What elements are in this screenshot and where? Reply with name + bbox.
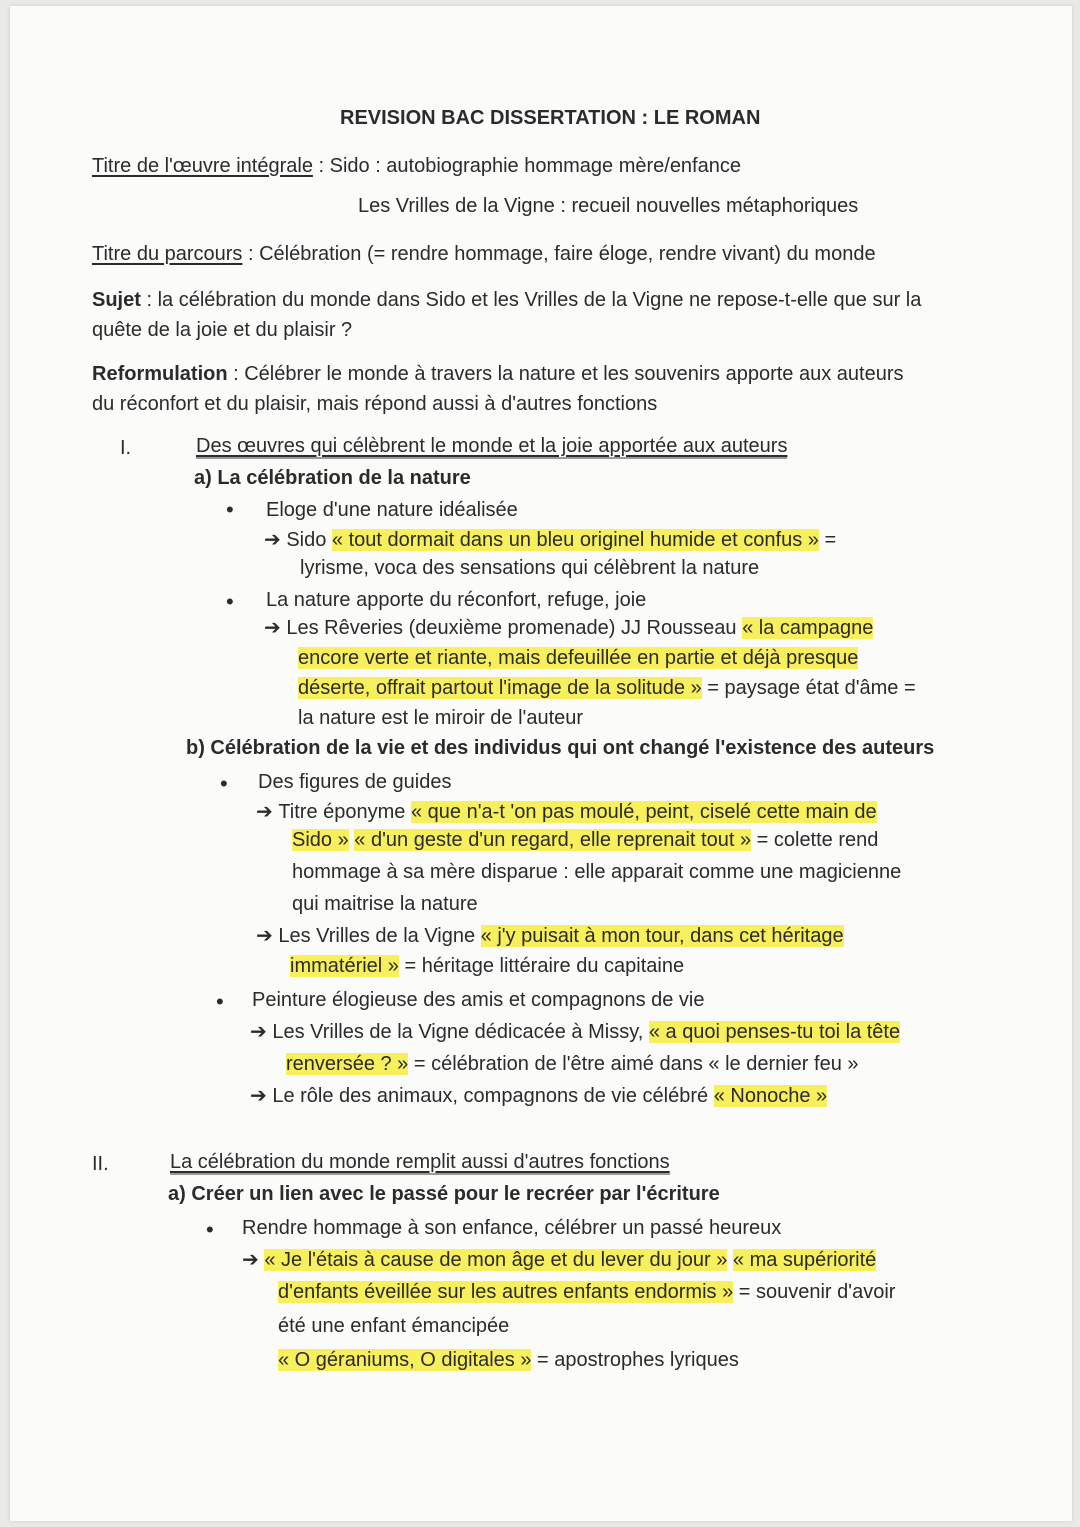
part1-title-text: Des œuvres qui célèbrent le monde et la joie apportée aux auteurs: [196, 435, 788, 457]
arrow-pre: Le rôle des animaux, compagnons de vie célébré: [272, 1085, 714, 1107]
oeuvre-line-2: Les Vrilles de la Vigne : recueil nouvelles métaphoriques: [358, 195, 859, 217]
part2-a-title: a) Créer un lien avec le passé pour le recréer par l'écriture: [168, 1183, 720, 1205]
reformulation-label: Reformulation: [92, 363, 228, 385]
parcours-text: : Célébration (= rendre hommage, faire éloge, rendre vivant) du monde: [242, 243, 876, 265]
parcours-line: [92, 242, 876, 266]
arrow-pre: Les Rêveries (deuxième promenade) JJ Rousseau: [286, 617, 743, 639]
part1-a-title: a) La célébration de la nature: [194, 467, 471, 489]
quote-highlight: « Je l'étais à cause de mon âge et du lever du jour »: [264, 1249, 728, 1271]
parcours-label: Titre du parcours: [92, 243, 243, 265]
part1-b-arrow1-cont2: qui maitrise la nature: [292, 893, 478, 915]
sujet-label: Sujet: [92, 289, 141, 311]
bullet-icon: •: [216, 989, 224, 1014]
page-title: REVISION BAC DISSERTATION : LE ROMAN: [340, 107, 761, 129]
oeuvre-label: Titre de l'œuvre intégrale: [92, 155, 313, 177]
arrow-post: = colette rend: [751, 829, 879, 851]
sujet-line-2: quête de la joie et du plaisir ?: [92, 319, 353, 341]
quote-highlight: Sido »: [292, 829, 349, 851]
part1-b-bullet1: Des figures de guides: [258, 771, 452, 793]
part2-a-arrow1-line2: [278, 1280, 895, 1304]
document-page: [10, 6, 1072, 1521]
part2-a-bullet1: Rendre hommage à son enfance, célébrer un passé heureux: [242, 1217, 782, 1239]
bullet-icon: •: [220, 771, 228, 796]
arrow-icon: ➔: [264, 617, 287, 639]
part1-number: I.: [120, 437, 132, 459]
part1-b-arrow1-line2: [292, 828, 878, 852]
part2-a-arrow1: [242, 1248, 876, 1272]
reformulation-line-2: du réconfort et du plaisir, mais répond aussi à d'autres fonctions: [92, 393, 658, 415]
part1-b-arrow1-cont1: hommage à sa mère disparue : elle apparait comme une magicienne: [292, 861, 902, 883]
arrow-icon: ➔: [250, 1085, 273, 1107]
part1-b-arrow4: [250, 1084, 827, 1108]
quote-highlight: « ma supériorité: [732, 1249, 877, 1271]
arrow-post: = apostrophes lyriques: [531, 1349, 739, 1371]
part1-a-arrow2-line3: [298, 676, 916, 700]
part1-b-arrow2: [256, 924, 844, 948]
bullet-icon: •: [206, 1217, 214, 1242]
arrow-pre: Sido: [286, 529, 332, 551]
arrow-post: =: [818, 529, 837, 551]
oeuvre-text: : Sido : autobiographie hommage mère/enfance: [312, 155, 741, 177]
quote-highlight: « tout dormait dans un bleu originel humide et confus »: [331, 529, 819, 551]
bullet-icon: •: [226, 497, 234, 522]
arrow-icon: ➔: [256, 925, 279, 947]
part1-a-arrow1-cont: lyrisme, voca des sensations qui célèbrent la nature: [300, 557, 760, 579]
part1-a-bullet1: Eloge d'une nature idéalisée: [266, 499, 518, 521]
part1-a-arrow2-cont: la nature est le miroir de l'auteur: [298, 707, 584, 729]
arrow-post: = souvenir d'avoir: [733, 1281, 896, 1303]
reformulation-text: : Célébrer le monde à travers la nature et les souvenirs apporte aux auteurs: [227, 363, 904, 385]
quote-highlight: « d'un geste d'un regard, elle reprenait tout »: [354, 829, 752, 851]
part1-b-arrow3-line2: [286, 1052, 859, 1076]
part2-a-arrow1-line4: [278, 1348, 739, 1372]
oeuvre-line: [92, 154, 741, 178]
arrow-post: = héritage littéraire du capitaine: [398, 955, 685, 977]
part1-a-arrow2: [264, 616, 873, 640]
arrow-icon: ➔: [250, 1021, 273, 1043]
part1-title: [196, 434, 787, 458]
arrow-pre: Les Vrilles de la Vigne: [278, 925, 481, 947]
arrow-icon: ➔: [242, 1249, 265, 1271]
part1-a-arrow2-line2: [298, 646, 858, 670]
part1-b-arrow2-line2: [290, 954, 684, 978]
arrow-pre: Les Vrilles de la Vigne dédicacée à Missy,: [272, 1021, 649, 1043]
part1-a-bullet2: La nature apporte du réconfort, refuge, joie: [266, 589, 647, 611]
quote-highlight: déserte, offrait partout l'image de la solitude »: [298, 677, 702, 699]
reformulation-line: [92, 362, 903, 386]
part2-a-arrow1-cont: été une enfant émancipée: [278, 1315, 510, 1337]
quote-highlight: « Nonoche »: [713, 1085, 828, 1107]
quote-highlight: « j'y puisait à mon tour, dans cet héritage: [480, 925, 844, 947]
bullet-icon: •: [226, 589, 234, 614]
arrow-post: = paysage état d'âme =: [701, 677, 916, 699]
arrow-icon: ➔: [256, 801, 279, 823]
part2-title-text: La célébration du monde remplit aussi d'autres fonctions: [170, 1151, 670, 1173]
arrow-icon: ➔: [264, 529, 287, 551]
quote-highlight: encore verte et riante, mais defeuillée en partie et déjà presque: [298, 647, 859, 669]
sujet-text: : la célébration du monde dans Sido et les Vrilles de la Vigne ne repose-t-elle que sur la: [140, 289, 922, 311]
quote-highlight: renversée ? »: [286, 1053, 409, 1075]
part1-a-arrow1: [264, 528, 836, 552]
part2-title: [170, 1150, 670, 1174]
part1-b-title: b) Célébration de la vie et des individus qui ont changé l'existence des auteurs: [186, 737, 935, 759]
quote-highlight: « la campagne: [742, 617, 874, 639]
quote-highlight: d'enfants éveillée sur les autres enfants endormis »: [278, 1281, 734, 1303]
part2-number: II.: [92, 1153, 109, 1175]
part1-b-arrow1: [256, 800, 877, 824]
quote-highlight: immatériel »: [290, 955, 399, 977]
arrow-post: = célébration de l'être aimé dans « le dernier feu »: [408, 1053, 859, 1075]
part1-b-arrow3: [250, 1020, 900, 1044]
quote-highlight: « a quoi penses-tu toi la tête: [648, 1021, 901, 1043]
quote-highlight: « que n'a-t 'on pas moulé, peint, ciselé cette main de: [410, 801, 877, 823]
arrow-pre: Titre éponyme: [278, 801, 411, 823]
sujet-line: [92, 288, 921, 312]
quote-highlight: « O géraniums, O digitales »: [278, 1349, 532, 1371]
part1-b-bullet2: Peinture élogieuse des amis et compagnons de vie: [252, 989, 705, 1011]
